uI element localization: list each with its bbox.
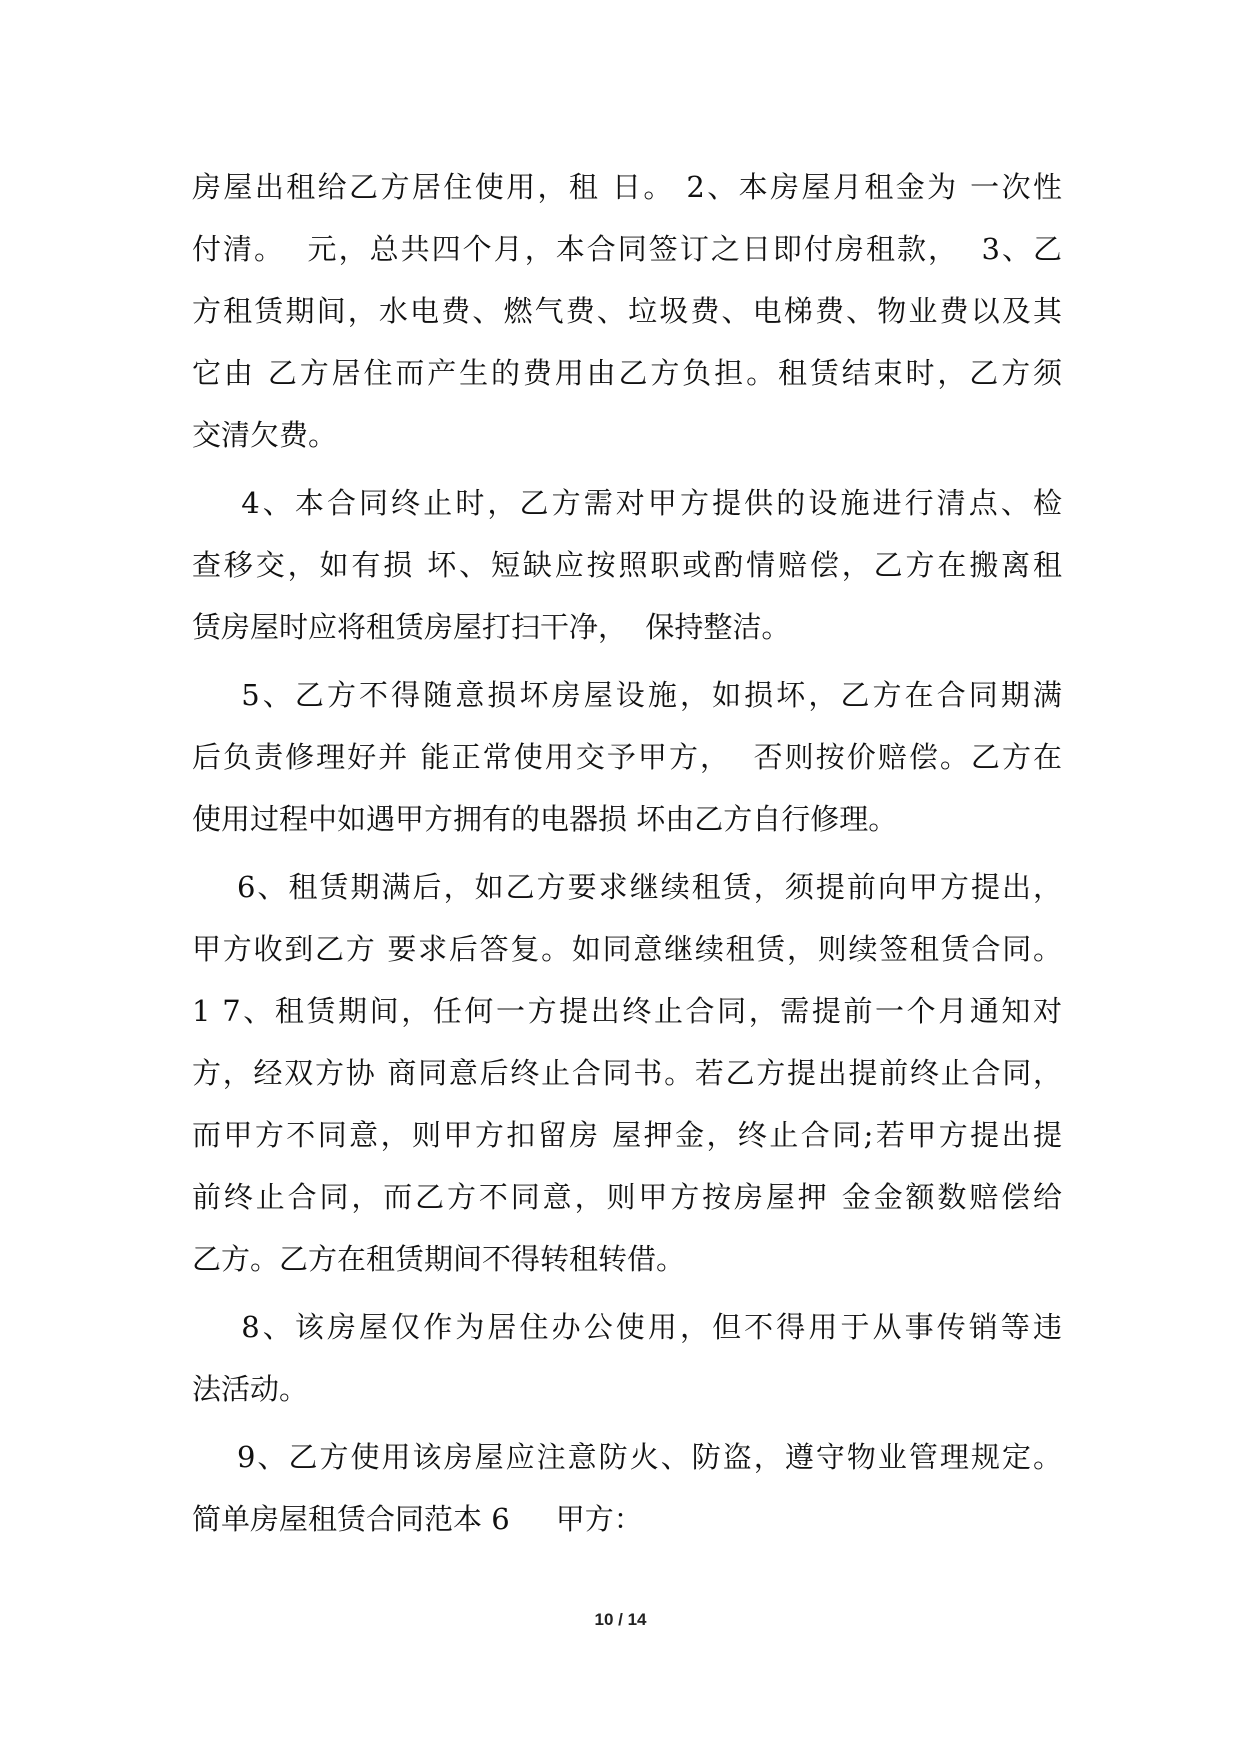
text-line-7: 查移交，如有损 坏、短缺应按照职或酌情赔偿，乙方在搬离租 [192, 548, 1062, 582]
text-line-20: 法活动。 [192, 1372, 309, 1406]
text-line-16: 而甲方不同意，则甲方扣留房 屋押金，终止合同;若甲方提出提 [192, 1118, 1062, 1152]
text-line-3: 方租赁期间，水电费、燃气费、垃圾费、电梯费、物业费以及其 [192, 294, 1062, 328]
text-line-21: 9、乙方使用该房屋应注意防火、防盗，遵守物业管理规定。 [192, 1440, 1062, 1474]
text-line-2: 付清。 元，总共四个月，本合同签订之日即付房租款， 3、乙 [192, 232, 1062, 266]
text-line-14: 1 7、租赁期间，任何一方提出终止合同，需提前一个月通知对 [192, 994, 1062, 1028]
text-line-15: 方，经双方协 商同意后终止合同书。若乙方提出提前终止合同， [192, 1056, 1062, 1090]
text-line-17: 前终止合同，而乙方不同意，则甲方按房屋押 金金额数赔偿给 [192, 1180, 1062, 1214]
text-line-5: 交清欠费。 [192, 418, 338, 452]
text-line-22: 简单房屋租赁合同范本 6 甲方： [192, 1502, 643, 1536]
text-line-18: 乙方。乙方在租赁期间不得转租转借。 [192, 1242, 686, 1276]
text-line-13: 甲方收到乙方 要求后答复。如同意继续租赁，则续签租赁合同。 [192, 932, 1062, 966]
text-line-8: 赁房屋时应将租赁房屋打扫干净， 保持整洁。 [192, 610, 791, 644]
text-line-19: 8、该房屋仅作为居住办公使用，但不得用于从事传销等违 [192, 1310, 1062, 1344]
text-line-12: 6、租赁期满后，如乙方要求继续租赁，须提前向甲方提出， [192, 870, 1062, 904]
page-number: 10 / 14 [594, 1610, 647, 1629]
contract-body [192, 156, 1062, 1550]
text-line-1: 房屋出租给乙方居住使用，租 日。 2、本房屋月租金为 一次性 [192, 170, 1062, 204]
text-line-9: 5、乙方不得随意损坏房屋设施，如损坏，乙方在合同期满 [192, 678, 1062, 712]
text-line-11: 使用过程中如遇甲方拥有的电器损 坏由乙方自行修理。 [192, 802, 898, 836]
text-line-6: 4、本合同终止时，乙方需对甲方提供的设施进行清点、检 [192, 486, 1062, 520]
text-line-10: 后负责修理好并 能正常使用交予甲方， 否则按价赔偿。乙方在 [192, 740, 1062, 774]
text-line-4: 它由 乙方居住而产生的费用由乙方负担。租赁结束时，乙方须 [192, 356, 1062, 390]
